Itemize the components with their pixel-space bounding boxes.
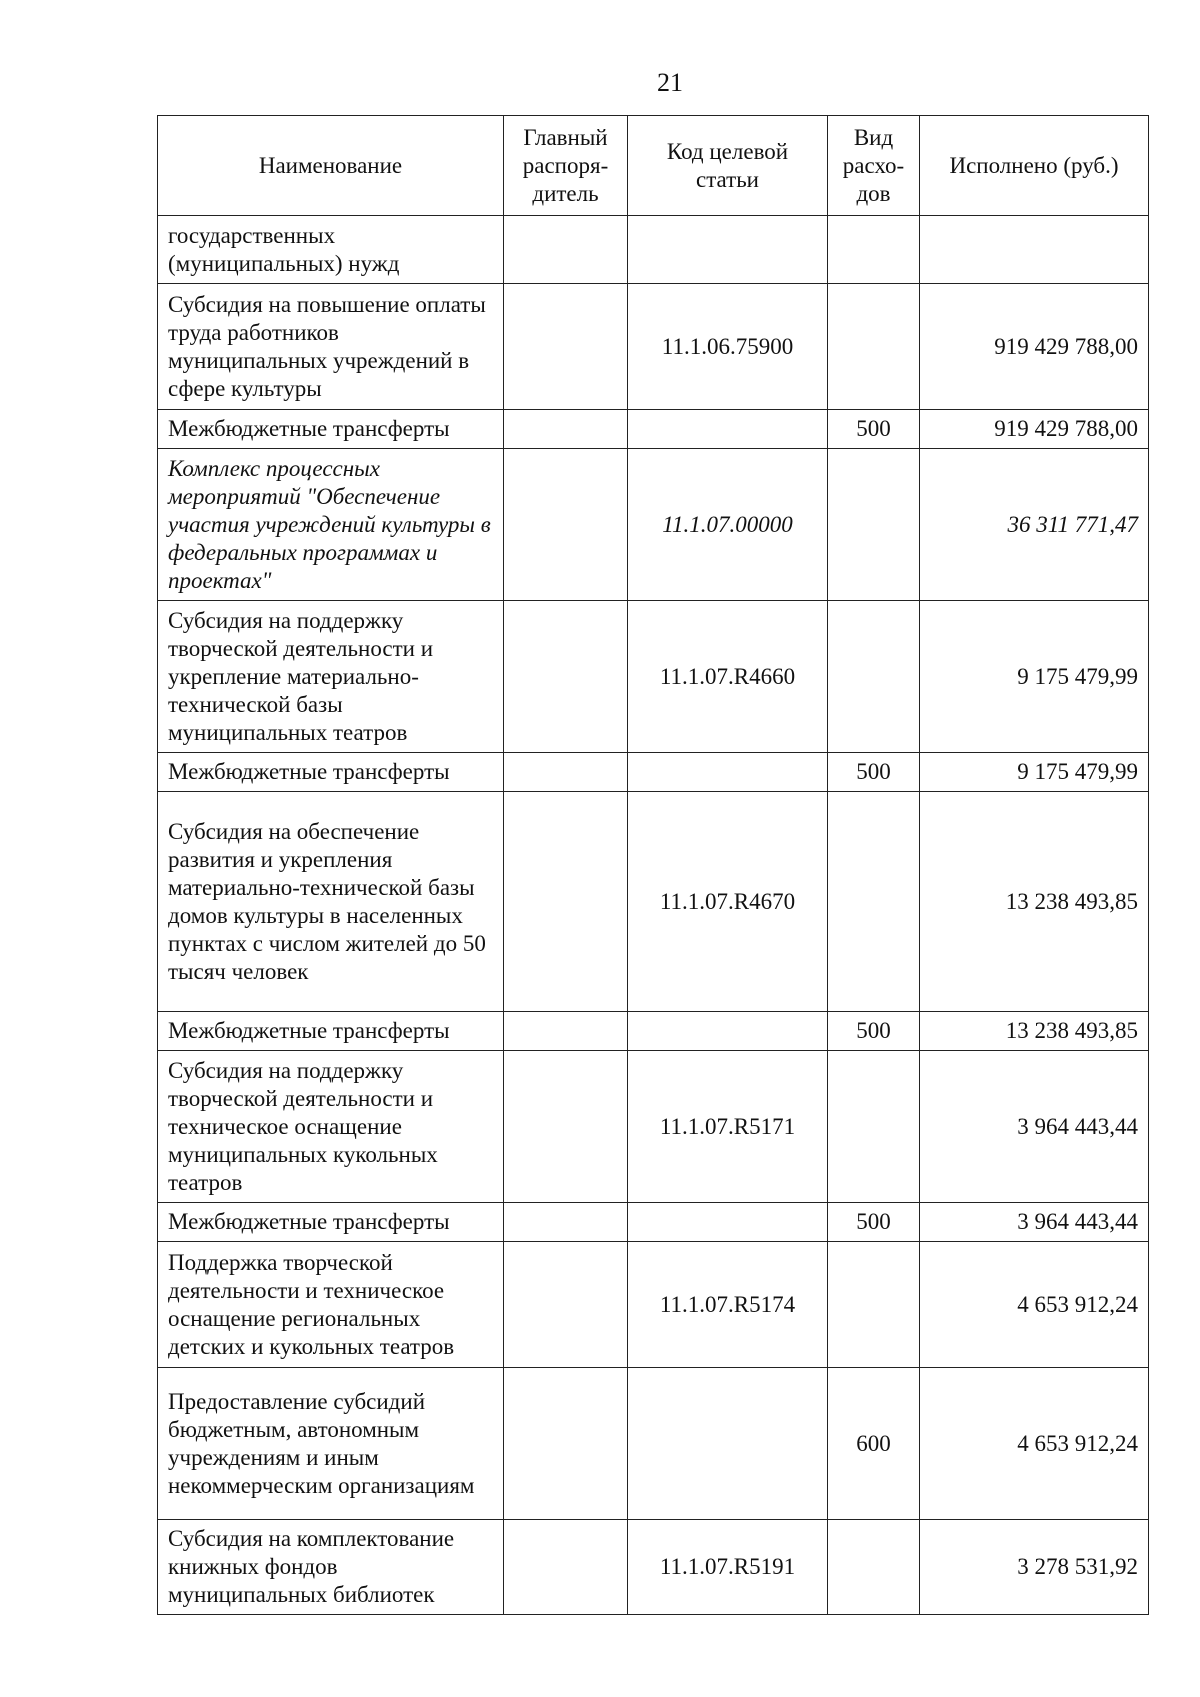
page-number: 21: [657, 68, 683, 97]
row-target-code: 11.1.07.00000: [628, 449, 828, 601]
row-name: Межбюджетные трансферты: [158, 1012, 504, 1051]
row-target-code: 11.1.07.R5174: [628, 1242, 828, 1368]
row-name: Субсидия на повышение оплаты труда работников муниципальных учреждений в сфере культуры: [158, 284, 504, 410]
row-name: Поддержка творческой деятельности и техническое оснащение региональных детских и кукольных театров: [158, 1242, 504, 1368]
row-target-code: [628, 753, 828, 792]
row-name: Межбюджетные трансферты: [158, 1203, 504, 1242]
budget-execution-table: [157, 115, 1149, 1615]
row-expense-type: 500: [828, 410, 920, 449]
table-header: [158, 116, 1149, 216]
header-main-manager-label: Главный распоря-дитель: [522, 124, 609, 206]
row-name: Субсидия на поддержку творческой деятельности и техническое оснащение муниципальных кукольных театров: [158, 1051, 504, 1203]
table-row: [158, 1203, 1149, 1242]
row-main-manager: [504, 1520, 628, 1615]
row-executed-amount: [920, 216, 1149, 284]
header-expense-type: Вид расхо-дов: [828, 116, 920, 216]
table-row: [158, 449, 1149, 601]
row-executed-amount: 3 964 443,44: [920, 1051, 1149, 1203]
row-main-manager: [504, 792, 628, 1012]
row-name: Комплекс процессных мероприятий "Обеспечение участия учреждений культуры в федеральных программах и проектах": [158, 449, 504, 601]
row-main-manager: [504, 449, 628, 601]
row-expense-type: [828, 1051, 920, 1203]
row-expense-type: [828, 284, 920, 410]
row-main-manager: [504, 1051, 628, 1203]
header-name: Наименование: [158, 116, 504, 216]
row-executed-amount: 3 278 531,92: [920, 1520, 1149, 1615]
row-executed-amount: 9 175 479,99: [920, 601, 1149, 753]
row-name: Субсидия на обеспечение развития и укрепления материально-технической базы домов культуры в населенных пунктах с числом жителей до 50 тысяч человек: [158, 792, 504, 1012]
row-name: Субсидия на комплектование книжных фондов муниципальных библиотек: [158, 1520, 504, 1615]
table-row: [158, 1012, 1149, 1051]
table-row: [158, 753, 1149, 792]
table-row: [158, 601, 1149, 753]
row-name: Межбюджетные трансферты: [158, 410, 504, 449]
row-executed-amount: 919 429 788,00: [920, 410, 1149, 449]
row-target-code: [628, 216, 828, 284]
row-expense-type: [828, 449, 920, 601]
row-executed-amount: 919 429 788,00: [920, 284, 1149, 410]
row-executed-amount: 4 653 912,24: [920, 1368, 1149, 1520]
row-main-manager: [504, 284, 628, 410]
row-main-manager: [504, 1012, 628, 1051]
row-executed-amount: 3 964 443,44: [920, 1203, 1149, 1242]
row-executed-amount: 36 311 771,47: [920, 449, 1149, 601]
table-row: [158, 410, 1149, 449]
row-expense-type: [828, 1520, 920, 1615]
row-executed-amount: 13 238 493,85: [920, 1012, 1149, 1051]
table-row: [158, 1051, 1149, 1203]
row-name: государственных (муниципальных) нужд: [158, 216, 504, 284]
table-row: [158, 1368, 1149, 1520]
row-target-code: 11.1.06.75900: [628, 284, 828, 410]
row-expense-type: 600: [828, 1368, 920, 1520]
table-row: [158, 1242, 1149, 1368]
row-main-manager: [504, 1242, 628, 1368]
row-expense-type: 500: [828, 1203, 920, 1242]
row-target-code: 11.1.07.R4670: [628, 792, 828, 1012]
row-target-code: [628, 1012, 828, 1051]
header-target-code: Код целевой статьи: [628, 116, 828, 216]
header-executed: Исполнено (руб.): [920, 116, 1149, 216]
header-main-manager: [504, 116, 628, 216]
row-executed-amount: 9 175 479,99: [920, 753, 1149, 792]
row-main-manager: [504, 1368, 628, 1520]
row-main-manager: [504, 601, 628, 753]
row-expense-type: [828, 601, 920, 753]
row-main-manager: [504, 1203, 628, 1242]
row-expense-type: 500: [828, 753, 920, 792]
table-body: [158, 216, 1149, 1615]
row-main-manager: [504, 216, 628, 284]
row-executed-amount: 13 238 493,85: [920, 792, 1149, 1012]
table-row: [158, 792, 1149, 1012]
row-target-code: 11.1.07.R5171: [628, 1051, 828, 1203]
row-expense-type: [828, 792, 920, 1012]
row-expense-type: [828, 216, 920, 284]
row-name: Предоставление субсидий бюджетным, автономным учреждениям и иным некоммерческим организациям: [158, 1368, 504, 1520]
row-expense-type: [828, 1242, 920, 1368]
row-name: Межбюджетные трансферты: [158, 753, 504, 792]
row-target-code: [628, 1368, 828, 1520]
header-row: [158, 116, 1149, 216]
table-row: [158, 284, 1149, 410]
row-main-manager: [504, 410, 628, 449]
row-target-code: [628, 1203, 828, 1242]
row-name: Субсидия на поддержку творческой деятельности и укрепление материально-технической базы муниципальных театров: [158, 601, 504, 753]
table-row: [158, 1520, 1149, 1615]
row-target-code: 11.1.07.R5191: [628, 1520, 828, 1615]
row-target-code: [628, 410, 828, 449]
row-target-code: 11.1.07.R4660: [628, 601, 828, 753]
table-row: [158, 216, 1149, 284]
row-main-manager: [504, 753, 628, 792]
row-executed-amount: 4 653 912,24: [920, 1242, 1149, 1368]
row-expense-type: 500: [828, 1012, 920, 1051]
